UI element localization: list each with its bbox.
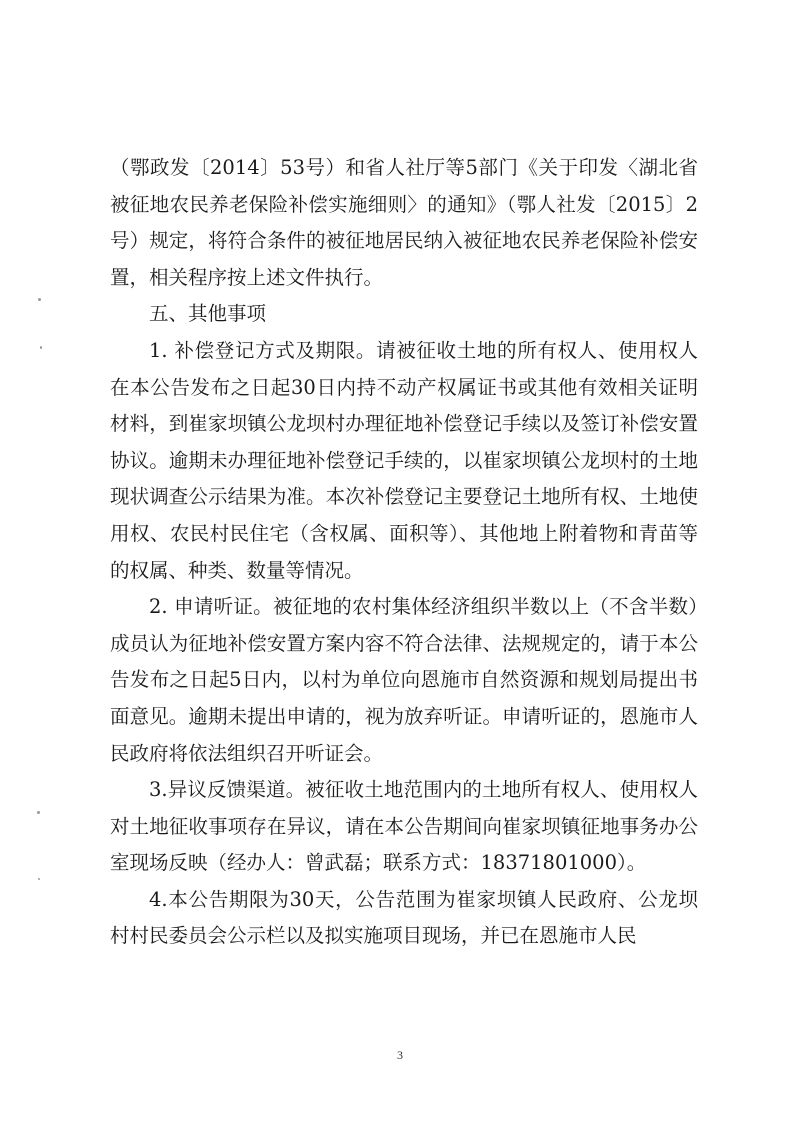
scan-speck (38, 878, 40, 880)
scan-speck (40, 346, 42, 349)
page-number: 3 (397, 1048, 403, 1062)
body-text (110, 150, 698, 955)
paragraph-notice-period: 4.本公告期限为30天，公告范围为崔家坝镇人民政府、公龙坝村村民委员会公示栏以及拟实施项目现场，并已在恩施市人民 (110, 887, 698, 948)
section-heading-other-matters: 五、其他事项 (149, 302, 267, 326)
scan-speck (37, 811, 40, 814)
paragraph-objection: 3.异议反馈渠道。被征收土地范围内的土地所有权人、使用权人对土地征收事项存在异议，请在本公告期间向崔家坝镇征地事务办公室现场反映（经办人：曾武磊；联系方式：18371801000）。 (110, 778, 698, 875)
scan-speck (38, 298, 41, 301)
paragraph-registration: 1. 补偿登记方式及期限。请被征收土地的所有权人、使用权人在本公告发布之日起30日内持不动产权属证书或其他有效相关证明材料，到崔家坝镇公龙坝村办理征地补偿登记手续以及签订补偿安置协议。逾期未办理征地补偿登记手续的，以崔家坝镇公龙坝村的土地现状调查公示结果为准。本次补偿登记主要登记土地所有权、土地使用权、农民村民住宅（含权属、面积等）、其他地上附着物和青苗等的权属、种类、数量等情况。 (110, 338, 698, 582)
paragraph-hearing: 2. 申请听证。被征地的农村集体经济组织半数以上（不含半数）成员认为征地补偿安置方案内容不符合法律、法规规定的，请于本公告发布之日起5日内，以村为单位向恩施市自然资源和规划局提出书面意见。逾期未提出申请的，视为放弃听证。申请听证的，恩施市人民政府将依法组织召开听证会。 (110, 595, 698, 765)
paragraph-pension-regulation: （鄂政发〔2014〕53号）和省人社厅等5部门《关于印发〈湖北省被征地农民养老保险补偿实施细则〉的通知》（鄂人社发〔2015〕2号）规定，将符合条件的被征地居民纳入被征地农民养老保险补偿安置，相关程序按上述文件执行。 (110, 156, 698, 289)
